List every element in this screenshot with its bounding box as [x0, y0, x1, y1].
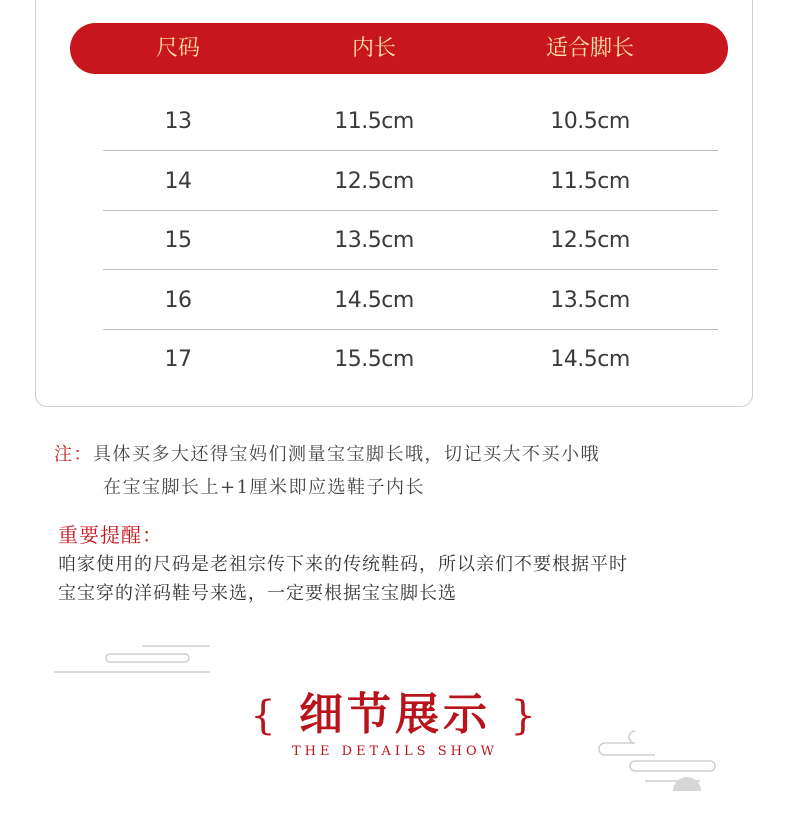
cell-foot-length: 10.5cm	[550, 109, 630, 134]
cell-inner-length: 15.5cm	[334, 347, 414, 372]
important-line-2: 宝宝穿的洋码鞋号来选，一定要根据宝宝脚长选	[58, 583, 457, 604]
note-text-1: 具体买多大还得宝妈们测量宝宝脚长哦，切记买大不买小哦	[93, 444, 600, 465]
cell-size: 14	[164, 169, 192, 194]
important-title: 重要提醒：	[58, 523, 163, 547]
details-subtitle: THE DETAILS SHOW	[292, 744, 498, 759]
details-title	[0, 678, 790, 742]
row-divider	[103, 150, 718, 151]
table-row	[103, 271, 718, 330]
cell-size: 13	[164, 109, 192, 134]
important-line-1: 咱家使用的尺码是老祖宗传下来的传统鞋码，所以亲们不要根据平时	[58, 554, 628, 575]
cell-foot-length: 12.5cm	[550, 228, 630, 253]
cloud-lines-left-icon	[50, 640, 220, 680]
bracket-left: {	[250, 693, 280, 739]
header-size: 尺码	[155, 36, 200, 61]
bracket-right: }	[510, 693, 540, 739]
cell-inner-length: 13.5cm	[334, 228, 414, 253]
cell-inner-length: 14.5cm	[334, 288, 414, 313]
cell-foot-length: 11.5cm	[550, 169, 630, 194]
header-foot-length: 适合脚长	[545, 36, 634, 61]
cell-size: 15	[164, 228, 192, 253]
row-divider	[103, 269, 718, 270]
note-line-1	[54, 440, 600, 466]
cell-size: 17	[164, 347, 192, 372]
cell-inner-length: 11.5cm	[334, 109, 414, 134]
header-inner-length: 内长	[351, 36, 396, 61]
cell-size: 16	[164, 288, 192, 313]
table-row	[103, 92, 718, 151]
table-row	[103, 211, 718, 270]
table-row	[103, 330, 718, 389]
cell-foot-length: 14.5cm	[550, 347, 630, 372]
important-body	[58, 550, 758, 608]
table-header	[70, 23, 728, 74]
note-prefix: 注：	[54, 444, 93, 465]
note-text-2: 在宝宝脚长上+1厘米即应选鞋子内长	[103, 477, 426, 498]
details-title-text: 细节展示	[299, 689, 491, 740]
cell-inner-length: 12.5cm	[334, 169, 414, 194]
cell-foot-length: 13.5cm	[550, 288, 630, 313]
table-row	[103, 152, 718, 211]
